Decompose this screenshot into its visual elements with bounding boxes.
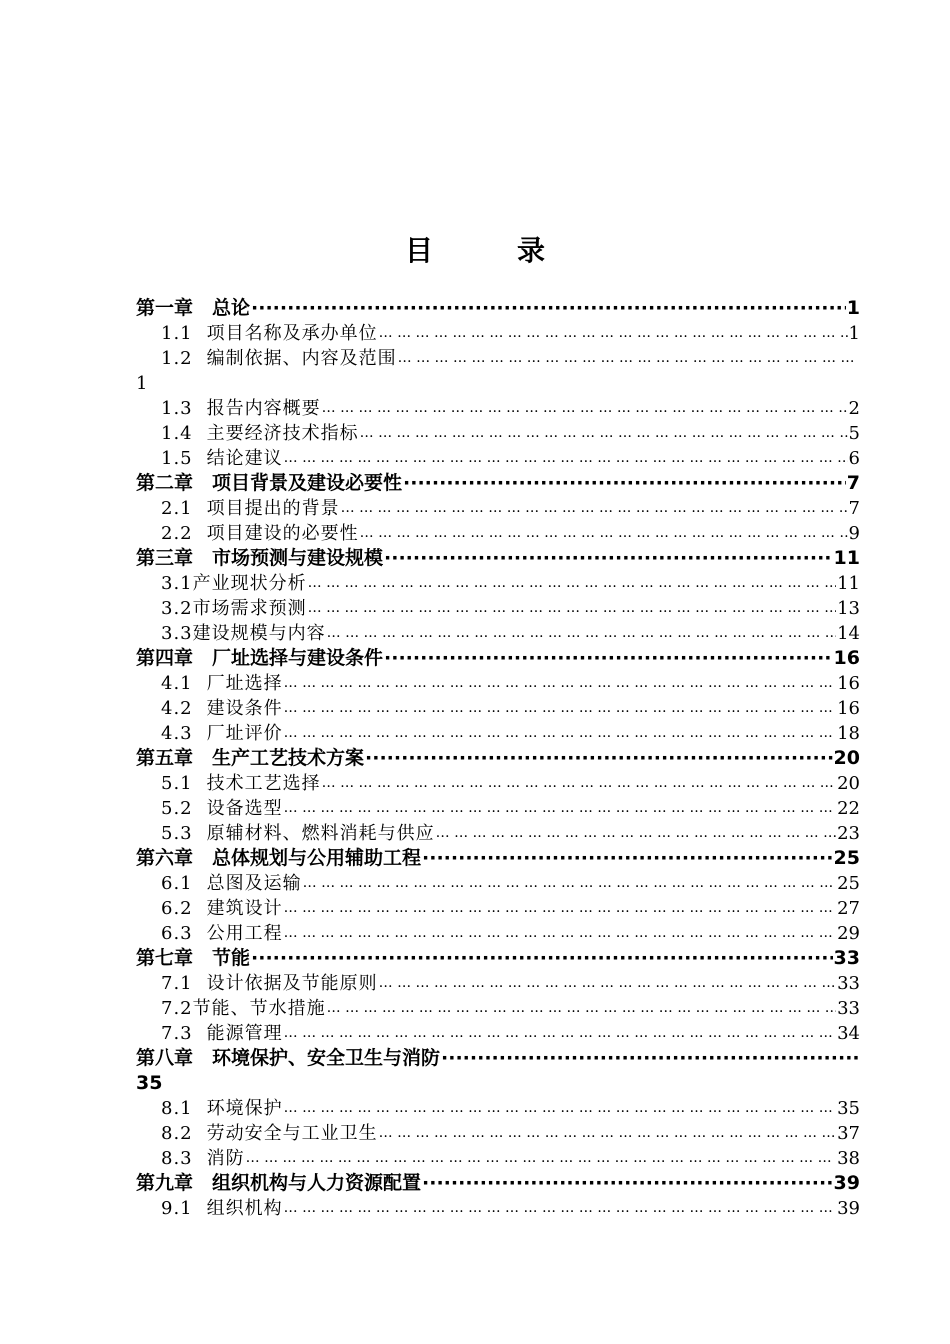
toc-page-number: 20 bbox=[837, 773, 860, 794]
toc-page-number: 34 bbox=[837, 1023, 860, 1044]
toc-page-number: 16 bbox=[837, 698, 860, 719]
toc-page-number: 1 bbox=[848, 323, 860, 344]
toc-page-number: 33 bbox=[833, 947, 860, 969]
toc-dot-leader bbox=[327, 996, 836, 1021]
toc-section-number: 1.1 bbox=[161, 323, 193, 344]
toc-section-title: 项目建设的必要性 bbox=[206, 523, 359, 544]
toc-section-entry[interactable] bbox=[136, 771, 860, 796]
toc-section-entry[interactable] bbox=[136, 621, 860, 646]
toc-section-entry[interactable] bbox=[136, 421, 860, 446]
toc-chapter-entry[interactable] bbox=[136, 1171, 860, 1196]
toc-page-number: 35 bbox=[837, 1098, 860, 1119]
toc-section-number: 6.1 bbox=[161, 873, 193, 894]
toc-page-number: 25 bbox=[837, 873, 860, 894]
toc-entry-label bbox=[161, 921, 283, 946]
toc-section-number: 4.2 bbox=[161, 698, 193, 719]
toc-section-entry[interactable] bbox=[136, 1021, 860, 1046]
toc-section-entry[interactable] bbox=[136, 996, 860, 1021]
toc-section-title: 编制依据、内容及范围 bbox=[206, 348, 397, 369]
toc-dot-leader bbox=[284, 896, 836, 921]
toc-entry-label: 第九章 组织机构与人力资源配置 bbox=[136, 1172, 422, 1194]
toc-dot-leader bbox=[251, 296, 846, 321]
toc-page-number: 35 bbox=[136, 1072, 163, 1094]
toc-page-number: 11 bbox=[837, 573, 860, 594]
toc-section-title: 设备选型 bbox=[206, 798, 283, 819]
toc-dot-leader bbox=[246, 1146, 836, 1171]
toc-section-number: 3.3 bbox=[161, 623, 193, 644]
toc-dot-leader bbox=[322, 396, 848, 421]
toc-dot-leader bbox=[436, 821, 836, 846]
toc-entry-label bbox=[161, 721, 283, 746]
toc-chapter-entry[interactable] bbox=[136, 546, 860, 571]
toc-section-number: 1.2 bbox=[161, 348, 193, 369]
toc-section-entry[interactable] bbox=[136, 1121, 860, 1146]
toc-dot-leader bbox=[441, 1046, 859, 1071]
toc-section-number: 3.1 bbox=[161, 573, 193, 594]
toc-entry-label bbox=[161, 1021, 283, 1046]
toc-page-number: 16 bbox=[833, 647, 860, 669]
toc-section-title: 报告内容概要 bbox=[206, 398, 321, 419]
toc-section-title: 厂址评价 bbox=[206, 723, 283, 744]
toc-section-entry[interactable] bbox=[136, 796, 860, 821]
toc-dot-leader bbox=[341, 496, 848, 521]
toc-section-title: 组织机构 bbox=[206, 1198, 283, 1219]
toc-page-number: 38 bbox=[837, 1148, 860, 1169]
toc-dot-leader bbox=[284, 796, 836, 821]
toc-entry-label: 第六章 总体规划与公用辅助工程 bbox=[136, 847, 422, 869]
toc-section-title: 厂址选择 bbox=[206, 673, 283, 694]
toc-entry-label: 第一章 总论 bbox=[136, 297, 251, 319]
toc-page-number: 13 bbox=[837, 598, 860, 619]
toc-section-title: 建筑设计 bbox=[206, 898, 283, 919]
toc-section-number: 8.1 bbox=[161, 1098, 193, 1119]
toc-entry-label bbox=[161, 996, 326, 1021]
toc-page-number: 7 bbox=[846, 472, 860, 494]
toc-dot-leader bbox=[379, 971, 836, 996]
toc-entry-label: 第八章 环境保护、安全卫生与消防 bbox=[136, 1047, 441, 1069]
toc-section-entry[interactable] bbox=[136, 1096, 860, 1121]
toc-section-entry[interactable] bbox=[136, 396, 860, 421]
toc-section-number: 7.1 bbox=[161, 973, 193, 994]
toc-dot-leader bbox=[422, 1171, 833, 1196]
toc-chapter-entry[interactable] bbox=[136, 1046, 860, 1071]
toc-dot-leader bbox=[322, 771, 836, 796]
toc-section-number: 7.3 bbox=[161, 1023, 193, 1044]
toc-section-title: 项目提出的背景 bbox=[206, 498, 340, 519]
toc-page-number: 33 bbox=[837, 973, 860, 994]
toc-section-title: 设计依据及节能原则 bbox=[206, 973, 378, 994]
toc-chapter-entry[interactable] bbox=[136, 646, 860, 671]
toc-page-number: 22 bbox=[837, 798, 860, 819]
toc-dot-leader bbox=[284, 696, 836, 721]
toc-entry-label bbox=[161, 521, 359, 546]
toc-entry-label: 第四章 厂址选择与建设条件 bbox=[136, 647, 384, 669]
toc-section-number: 7.2 bbox=[161, 998, 193, 1019]
toc-chapter-entry[interactable] bbox=[136, 471, 860, 496]
toc-entry-label bbox=[161, 696, 283, 721]
toc-page-number: 1 bbox=[136, 373, 148, 394]
toc-dot-leader bbox=[379, 1121, 836, 1146]
toc-section-title: 主要经济技术指标 bbox=[206, 423, 359, 444]
toc-section-title: 产业现状分析 bbox=[192, 573, 307, 594]
toc-entry-label bbox=[161, 821, 435, 846]
toc-section-number: 1.5 bbox=[161, 448, 193, 469]
toc-section-entry[interactable] bbox=[136, 671, 860, 696]
toc-page-number: 9 bbox=[848, 523, 860, 544]
toc-page-number: 2 bbox=[848, 398, 860, 419]
toc-section-title: 环境保护 bbox=[206, 1098, 283, 1119]
toc-page-number: 11 bbox=[833, 547, 860, 569]
toc-section-title: 建设规模与内容 bbox=[192, 623, 326, 644]
toc-chapter-entry[interactable] bbox=[136, 746, 860, 771]
toc-page-number: 23 bbox=[837, 823, 860, 844]
toc-entry-label bbox=[161, 671, 283, 696]
toc-page-number: 39 bbox=[833, 1172, 860, 1194]
toc-chapter-entry[interactable] bbox=[136, 846, 860, 871]
toc-section-entry[interactable] bbox=[136, 346, 860, 371]
toc-section-title: 原辅材料、燃料消耗与供应 bbox=[206, 823, 435, 844]
toc-section-entry[interactable] bbox=[136, 446, 860, 471]
toc-dot-leader bbox=[251, 946, 833, 971]
toc-entry-label bbox=[161, 421, 359, 446]
toc-section-title: 节能、节水措施 bbox=[192, 998, 326, 1019]
toc-section-number: 3.2 bbox=[161, 598, 193, 619]
toc-entry-label bbox=[161, 396, 321, 421]
toc-section-entry[interactable] bbox=[136, 596, 860, 621]
toc-section-number: 8.3 bbox=[161, 1148, 193, 1169]
toc-dot-leader bbox=[360, 421, 848, 446]
toc-section-entry[interactable] bbox=[136, 571, 860, 596]
toc-dot-leader bbox=[284, 921, 836, 946]
toc-section-title: 能源管理 bbox=[206, 1023, 283, 1044]
toc-section-entry[interactable] bbox=[136, 496, 860, 521]
toc-section-title: 结论建议 bbox=[206, 448, 283, 469]
toc-page-number: 5 bbox=[848, 423, 860, 444]
toc-entry-label bbox=[161, 571, 307, 596]
toc-entry-label bbox=[161, 1146, 245, 1171]
toc-page-number: 1 bbox=[846, 297, 860, 319]
toc-entry-label: 第五章 生产工艺技术方案 bbox=[136, 747, 365, 769]
toc-section-entry[interactable] bbox=[136, 1146, 860, 1171]
toc-section-title: 项目名称及承办单位 bbox=[206, 323, 378, 344]
toc-entry-label bbox=[161, 871, 302, 896]
toc-dot-leader bbox=[403, 471, 846, 496]
toc-dot-leader bbox=[284, 1196, 836, 1221]
toc-page-number: 20 bbox=[833, 747, 860, 769]
page-title: 目 录 bbox=[404, 234, 573, 267]
toc-entry-label bbox=[161, 596, 307, 621]
toc-section-title: 总图及运输 bbox=[206, 873, 302, 894]
toc-section-entry[interactable] bbox=[136, 971, 860, 996]
toc-section-number: 9.1 bbox=[161, 1198, 193, 1219]
toc-page-number: 7 bbox=[848, 498, 860, 519]
toc-dot-leader bbox=[384, 646, 833, 671]
toc-dot-leader bbox=[384, 546, 833, 571]
toc-entry-label bbox=[161, 1196, 283, 1221]
toc-section-title: 技术工艺选择 bbox=[206, 773, 321, 794]
toc-page-number: 25 bbox=[833, 847, 860, 869]
toc-entry-label: 第七章 节能 bbox=[136, 947, 251, 969]
toc-entry-label bbox=[161, 621, 326, 646]
toc-section-number: 1.3 bbox=[161, 398, 193, 419]
toc-section-number: 2.1 bbox=[161, 498, 193, 519]
toc-dot-leader bbox=[379, 321, 848, 346]
toc-entry-label bbox=[161, 346, 397, 371]
toc-entry-label bbox=[161, 796, 283, 821]
toc-section-title: 建设条件 bbox=[206, 698, 283, 719]
toc-section-entry[interactable] bbox=[136, 521, 860, 546]
toc-section-entry[interactable] bbox=[136, 896, 860, 921]
toc-dot-leader bbox=[360, 521, 848, 546]
toc-dot-leader bbox=[284, 671, 836, 696]
toc-entry-label bbox=[161, 1121, 378, 1146]
toc-dot-leader bbox=[303, 871, 836, 896]
toc-section-title: 公用工程 bbox=[206, 923, 283, 944]
toc-section-entry[interactable] bbox=[136, 1196, 860, 1221]
toc-entry-label bbox=[161, 321, 378, 346]
toc-entry-label: 第二章 项目背景及建设必要性 bbox=[136, 472, 403, 494]
toc-section-number: 6.3 bbox=[161, 923, 193, 944]
table-of-contents bbox=[136, 296, 860, 1221]
toc-dot-leader bbox=[284, 1096, 836, 1121]
toc-section-title: 市场需求预测 bbox=[192, 598, 307, 619]
toc-dot-leader bbox=[284, 721, 836, 746]
toc-section-entry[interactable] bbox=[136, 921, 860, 946]
toc-page-number: 39 bbox=[837, 1198, 860, 1219]
toc-section-number: 2.2 bbox=[161, 523, 193, 544]
toc-section-number: 4.3 bbox=[161, 723, 193, 744]
toc-section-entry[interactable] bbox=[136, 321, 860, 346]
toc-page-number: 37 bbox=[837, 1123, 860, 1144]
toc-dot-leader bbox=[284, 1021, 836, 1046]
toc-section-number: 5.3 bbox=[161, 823, 193, 844]
toc-section-title: 消防 bbox=[206, 1148, 245, 1169]
toc-page-number: 6 bbox=[848, 448, 860, 469]
toc-section-entry[interactable] bbox=[136, 821, 860, 846]
toc-page-number: 14 bbox=[837, 623, 860, 644]
toc-dot-leader bbox=[365, 746, 833, 771]
toc-page-number: 16 bbox=[837, 673, 860, 694]
toc-page-number: 18 bbox=[837, 723, 860, 744]
toc-section-number: 1.4 bbox=[161, 423, 193, 444]
toc-entry-label bbox=[161, 771, 321, 796]
toc-section-title: 劳动安全与工业卫生 bbox=[206, 1123, 378, 1144]
toc-page-number: 29 bbox=[837, 923, 860, 944]
toc-dot-leader bbox=[422, 846, 833, 871]
toc-page-number: 33 bbox=[837, 998, 860, 1019]
toc-page-number: 27 bbox=[837, 898, 860, 919]
toc-section-entry[interactable] bbox=[136, 696, 860, 721]
toc-entry-label bbox=[161, 496, 340, 521]
toc-dot-leader bbox=[308, 596, 836, 621]
toc-section-number: 8.2 bbox=[161, 1123, 193, 1144]
toc-section-number: 5.2 bbox=[161, 798, 193, 819]
toc-section-number: 6.2 bbox=[161, 898, 193, 919]
toc-dot-leader bbox=[284, 446, 848, 471]
toc-section-entry[interactable] bbox=[136, 721, 860, 746]
toc-chapter-entry[interactable] bbox=[136, 946, 860, 971]
toc-entry-label bbox=[161, 446, 283, 471]
toc-dot-leader bbox=[308, 571, 836, 596]
toc-entry-label bbox=[161, 896, 283, 921]
toc-entry-label bbox=[161, 971, 378, 996]
toc-chapter-entry[interactable] bbox=[136, 296, 860, 321]
toc-entry-label bbox=[161, 1096, 283, 1121]
toc-entry-label: 第三章 市场预测与建设规模 bbox=[136, 547, 384, 569]
toc-dot-leader bbox=[398, 346, 859, 371]
toc-dot-leader bbox=[327, 621, 836, 646]
toc-section-number: 5.1 bbox=[161, 773, 193, 794]
toc-section-number: 4.1 bbox=[161, 673, 193, 694]
toc-section-entry[interactable] bbox=[136, 871, 860, 896]
